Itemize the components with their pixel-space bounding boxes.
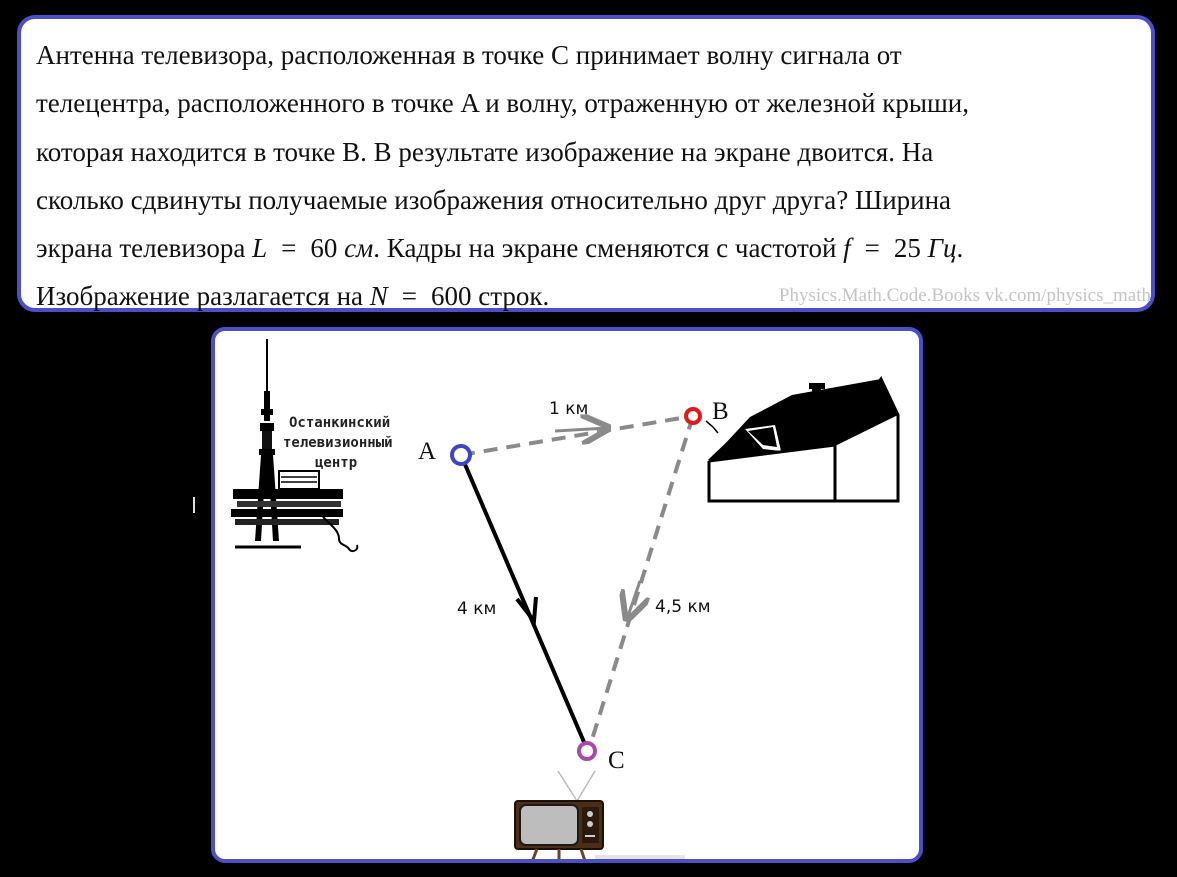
house-icon (706, 379, 898, 501)
line5-end: . (956, 233, 964, 264)
tower-caption-line-3: центр (315, 455, 358, 471)
line5-mid: . Кадры на экране сменяются с частотой (373, 233, 844, 264)
point-C (579, 743, 595, 759)
path-AB (461, 416, 693, 455)
arrow-BC (627, 581, 640, 619)
var-L: L (252, 233, 268, 264)
point-B (686, 409, 700, 423)
L-unit: см (344, 233, 374, 264)
line6-pre: Изображение разлагается на (36, 281, 370, 312)
television-icon (515, 771, 685, 863)
problem-line-1: Антенна телевизора, расположенная в точке C принимает волну сигнала от (36, 40, 902, 70)
line5-pre: экрана телевизора (36, 233, 253, 264)
watermark: Physics.Math.Code.Books vk.com/physics_math (778, 285, 1151, 306)
f-unit: Гц (927, 233, 957, 264)
diagram-panel (211, 327, 923, 863)
L-value: 60 (310, 233, 345, 264)
distance-AC: 4 км (457, 599, 497, 619)
tower-caption-line-1: Останкинский (289, 415, 391, 431)
distance-BC: 4,5 км (655, 597, 711, 617)
equals-sign: = (401, 281, 418, 312)
problem-panel (17, 15, 1155, 312)
equals-sign: = (864, 233, 880, 264)
label-B: B (712, 398, 729, 425)
f-value: 25 (893, 233, 928, 264)
point-A (452, 446, 470, 464)
equals-sign: = (281, 233, 297, 264)
problem-line-4: сколько сдвинуты получаемые изображения относительно друг друга? Ширина (36, 184, 952, 215)
problem-line-5 (36, 224, 1151, 272)
arrow-AC (517, 597, 536, 621)
tower-caption-line-2: телевизионный (283, 435, 393, 451)
label-C: C (608, 747, 625, 774)
problem-line-3: которая находится в точке B. В результате изображение на экране двоится. На (36, 136, 934, 167)
stray-mark (193, 497, 195, 513)
N-value: 600 строк. (431, 281, 550, 312)
label-A: A (418, 438, 437, 465)
diagram-canvas (215, 331, 923, 863)
problem-line-2: телецентра, расположенного в точке A и волну, отраженную от железной крыши, (36, 88, 970, 119)
var-N: N (369, 281, 388, 312)
distance-AB: 1 км (549, 399, 589, 419)
var-f: f (843, 233, 851, 264)
problem-text (36, 31, 1151, 321)
